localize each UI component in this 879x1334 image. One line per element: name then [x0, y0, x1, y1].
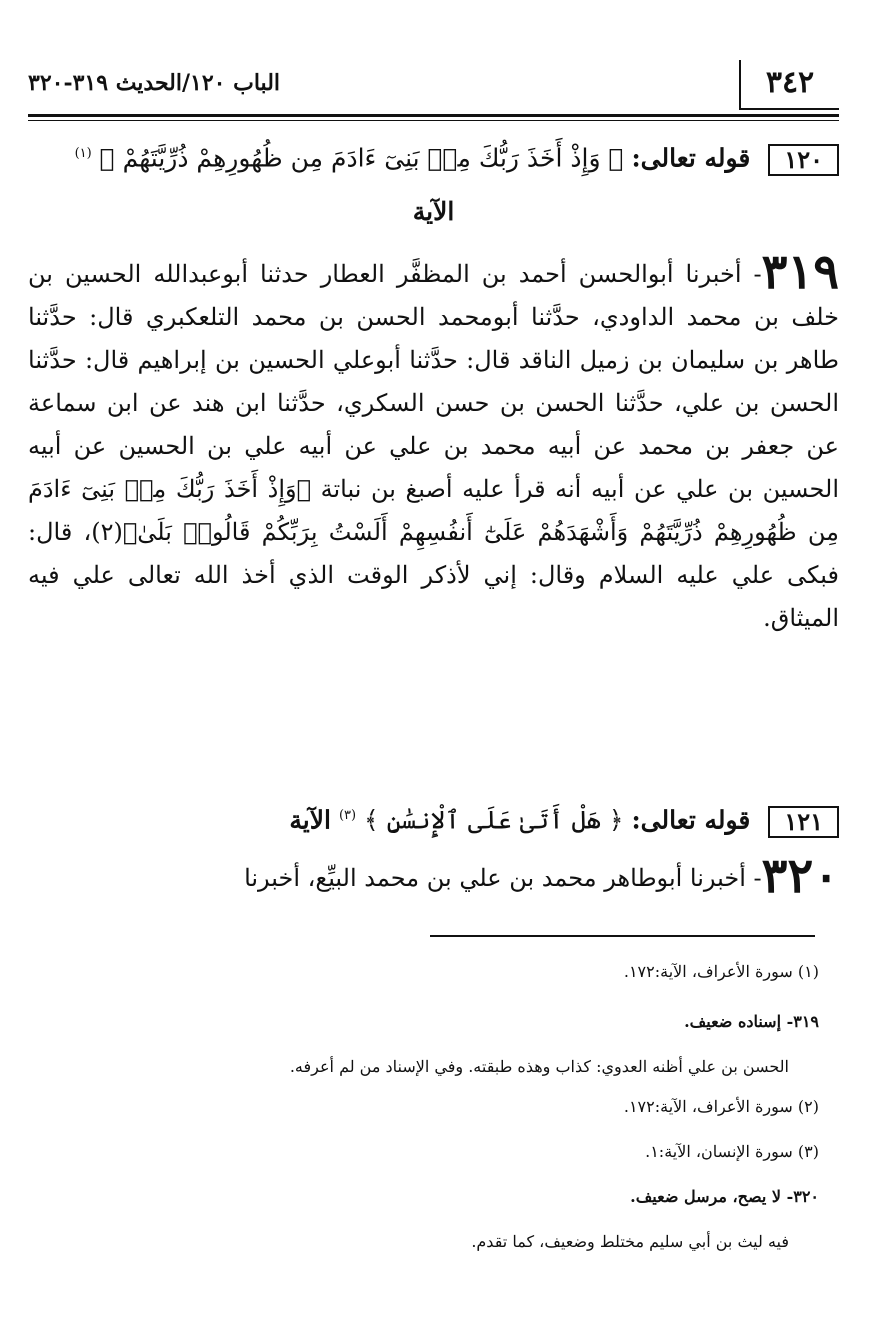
- header-rule-thin: [28, 120, 839, 121]
- footnote-hadith-319: ٣١٩- إسناده ضعيف.: [684, 1012, 819, 1031]
- footnote-2: (٢) سورة الأعراف، الآية:١٧٢.: [623, 1097, 819, 1116]
- section-number-box: ١٢١: [768, 806, 839, 838]
- verse-label: قوله تعالى:: [631, 143, 751, 173]
- hadith-number: ٣١٩: [761, 244, 839, 300]
- quran-verse: ﴿ هَلْ أَتَىٰ عَلَى ٱلْإِنسَٰنِ ﴾: [364, 805, 624, 835]
- footnote-ref: (٣): [338, 808, 357, 823]
- verse-label: قوله تعالى:: [631, 805, 751, 835]
- footnote-separator: [430, 935, 815, 937]
- footnote-hadith-319-note: الحسن بن علي أظنه العدوي: كذاب وهذه طبقته. وفي الإسناد من لم أعرفه.: [289, 1057, 789, 1076]
- verse-trailer: الآية: [289, 805, 331, 835]
- footnote-3: (٣) سورة الإنسان، الآية:١.: [645, 1142, 819, 1161]
- quran-verse: ﴿ وَإِذْ أَخَذَ رَبُّكَ مِنۢ بَنِىٓ ءَادَمَ مِن ظُهُورِهِمْ ذُرِّيَّتَهُمْ ﴾: [99, 143, 624, 173]
- footnote-1: (١) سورة الأعراف، الآية:١٧٢.: [623, 962, 819, 981]
- section-number-box: ١٢٠: [768, 144, 839, 176]
- hadith-320: [28, 848, 839, 904]
- hadith-number: ٣٢٠: [761, 848, 839, 904]
- footnote-hadith-320-note: فيه ليث بن أبي سليم مختلط وضعيف، كما تقدم.: [471, 1232, 789, 1251]
- section-121-heading: [28, 794, 839, 842]
- footnote-ref: (١): [74, 146, 92, 161]
- section-120-heading: [28, 132, 839, 180]
- footnote-hadith-320: ٣٢٠- لا يصح، مرسل ضعيف.: [630, 1187, 819, 1206]
- header-rule: [28, 114, 839, 117]
- hadith-text: - أخبرنا أبوطاهر محمد بن علي بن محمد البيِّع، أخبرنا: [244, 864, 762, 892]
- hadith-text: - أخبرنا أبوالحسن أحمد بن المظفَّر العطار حدثنا أبوعبدالله الحسين بن خلف بن محمد الداودي، حدَّثنا أبومحمد الحسن بن محمد التلعكبري قال: حدَّثنا طاهر بن سليمان بن زميل الناقد قال: حدَّثنا أبوعلي الحسين بن إبراهيم قال: حدَّثنا الحسن بن علي، حدَّثنا الحسن بن حسن السكري، حدَّثنا ابن هند عن ابن سماعة عن جعفر بن محمد عن أبيه محمد بن علي عن أبيه علي بن الحسين عن أبيه الحسين بن علي عن أبيه أنه قرأ عليه أصبغ بن نباتة ﴿وَإِذْ أَخَذَ رَبُّكَ مِنۢ بَنِىٓ ءَادَمَ مِن ظُهُورِهِمْ ذُرِّيَّتَهُمْ وَأَشْهَدَهُمْ عَلَىٰٓ أَنفُسِهِمْ أَلَسْتُ بِرَبِّكُمْ قَالُوا۟ بَلَىٰ﴾(٢)، قال: فبكى علي عليه السلام وقال: إني لأذكر الوقت الذي أخذ الله تعالى علي فيه الميثاق.: [28, 260, 840, 632]
- page-number: ٣٤٢: [739, 60, 839, 110]
- hadith-319: [28, 244, 840, 640]
- page-header: [28, 60, 839, 114]
- running-title: الباب ١٢٠/الحديث ٣١٩-٣٢٠: [28, 70, 281, 96]
- section-120-trailer: الآية: [412, 197, 455, 226]
